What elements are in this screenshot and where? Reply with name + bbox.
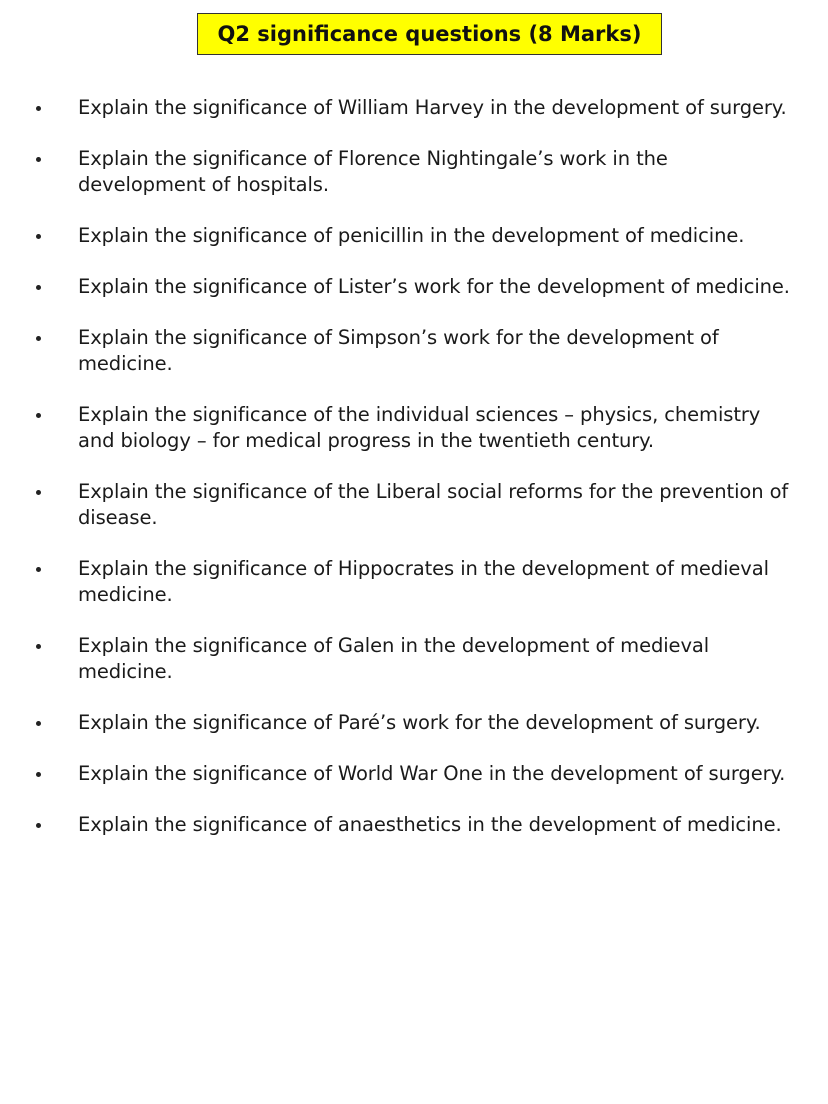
list-item xyxy=(0,325,828,377)
bullet-icon xyxy=(36,823,41,828)
question-text: Explain the significance of anaesthetics in the development of medicine. xyxy=(78,813,782,836)
question-text: Explain the significance of World War One in the development of surgery. xyxy=(78,762,786,785)
question-text: Explain the significance of the individual sciences – physics, chemistry and biology – for medical progress in the twentieth century. xyxy=(78,403,761,452)
list-item xyxy=(0,556,828,608)
list-item xyxy=(0,95,828,121)
question-text: Explain the significance of Lister’s work for the development of medicine. xyxy=(78,275,790,298)
list-item xyxy=(0,274,828,300)
question-text: Explain the significance of Paré’s work for the development of surgery. xyxy=(78,711,761,734)
bullet-icon xyxy=(36,106,41,111)
bullet-icon xyxy=(36,234,41,239)
question-text: Explain the significance of Hippocrates in the development of medieval medicine. xyxy=(78,557,769,606)
list-item xyxy=(0,812,828,838)
question-text: Explain the significance of penicillin in the development of medicine. xyxy=(78,224,745,247)
bullet-icon xyxy=(36,413,41,418)
question-list xyxy=(0,95,828,863)
bullet-icon xyxy=(36,285,41,290)
list-item xyxy=(0,223,828,249)
question-text: Explain the significance of Florence Nightingale’s work in the development of hospitals. xyxy=(78,147,668,196)
bullet-icon xyxy=(36,336,41,341)
bullet-icon xyxy=(36,157,41,162)
question-text: Explain the significance of Simpson’s work for the development of medicine. xyxy=(78,326,719,375)
page-title: Q2 significance questions (8 Marks) xyxy=(217,22,642,46)
list-item xyxy=(0,402,828,454)
question-text: Explain the significance of William Harvey in the development of surgery. xyxy=(78,96,787,119)
title-box xyxy=(197,13,662,55)
bullet-icon xyxy=(36,721,41,726)
list-item xyxy=(0,633,828,685)
bullet-icon xyxy=(36,644,41,649)
list-item xyxy=(0,146,828,198)
list-item xyxy=(0,710,828,736)
question-text: Explain the significance of the Liberal social reforms for the prevention of disease. xyxy=(78,480,789,529)
bullet-icon xyxy=(36,567,41,572)
bullet-icon xyxy=(36,772,41,777)
bullet-icon xyxy=(36,490,41,495)
list-item xyxy=(0,761,828,787)
question-text: Explain the significance of Galen in the development of medieval medicine. xyxy=(78,634,710,683)
list-item xyxy=(0,479,828,531)
